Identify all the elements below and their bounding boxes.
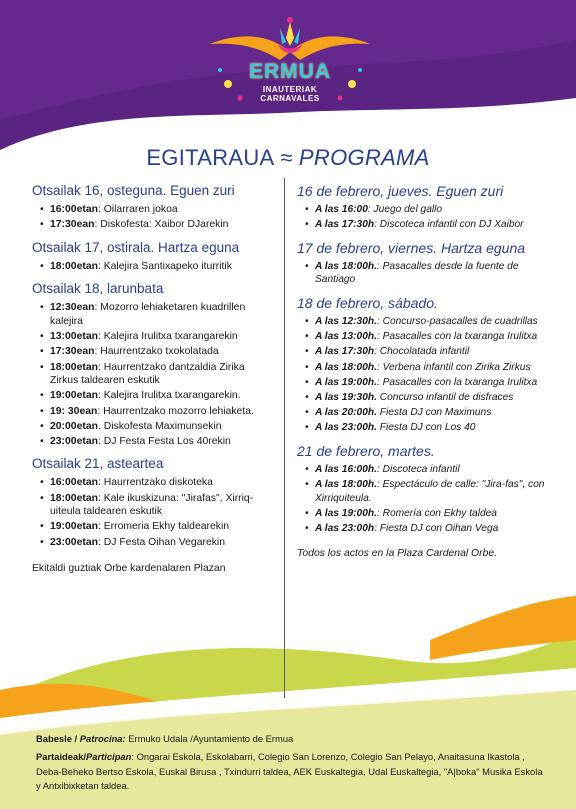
event-description: : Haurrentzako txokolatada	[94, 346, 219, 358]
event-description: : Discoteca infantil	[376, 463, 460, 475]
event-item	[40, 435, 272, 449]
event-item	[40, 420, 272, 434]
event-time: A las 19:00h.	[315, 507, 377, 519]
event-time: A las 19:30h.	[315, 391, 377, 403]
event-description: : Oilarraren jokoa	[97, 204, 178, 215]
event-item	[305, 391, 547, 405]
event-time: 12:30ean	[50, 302, 95, 314]
event-description: : Juego del gallo	[367, 204, 443, 215]
event-description: : Kalejira Santixapeko iturritik	[97, 260, 232, 272]
event-description: : Concurso-pasacalles de cuadrillas	[376, 315, 538, 327]
event-item	[305, 507, 547, 521]
event-description: : Haurrentzako dantzaldia Zirika Zirkus taldearen eskutik	[50, 361, 245, 387]
event-item	[305, 218, 547, 232]
event-description: : Pasacalles desde la fuente de Santiago	[315, 260, 519, 286]
column-divider	[284, 178, 285, 698]
event-time: 23:00etan	[50, 536, 98, 548]
event-time: 18:00etan	[50, 260, 98, 272]
event-item	[40, 361, 272, 388]
event-time: A las 17:30h	[315, 219, 375, 231]
event-time: 19:00etan	[50, 390, 98, 402]
event-description: : Pasacalles con la txaranga Irulitxa	[376, 331, 538, 343]
event-item	[40, 405, 272, 419]
event-description: : DJ Festa Oihan Vegarekin	[97, 536, 226, 548]
confetti-icon	[200, 14, 380, 114]
event-item	[305, 376, 547, 390]
event-time: A las 16:00h.	[315, 463, 377, 475]
venue-note: Todos los actos en la Plaza Cardenal Orbe.	[297, 547, 498, 559]
event-description: : Haurrentzako mozorro lehiaketa.	[97, 405, 254, 417]
event-description: : Romería con Ekhy taldea	[376, 507, 497, 519]
event-time: A las 18:00h.	[315, 361, 377, 373]
event-item	[305, 421, 547, 435]
event-description: : Espectáculo de calle: "Jira-fas", con Xirriquiteula.	[315, 479, 545, 504]
event-item	[40, 476, 272, 490]
event-item	[40, 345, 272, 359]
event-description: : Kalejira Irulitxa txarangarekin	[97, 331, 238, 343]
event-item	[305, 361, 547, 375]
day-heading: 21 de febrero, martes.	[297, 442, 435, 459]
event-description: : Discoteca infantil con DJ Xaibor	[374, 219, 524, 231]
event-list	[297, 315, 547, 435]
event-item	[40, 492, 272, 519]
footer-participants	[36, 750, 546, 794]
program-column-eu	[32, 183, 272, 574]
day-heading: Otsailak 16, osteguna. Eguen zuri	[32, 183, 235, 198]
event-item	[305, 345, 547, 359]
event-time: 13:00etan	[50, 331, 98, 343]
event-description: : Mozorro lehiaketaren kuadrillen kalejira	[50, 302, 246, 327]
event-item	[40, 330, 272, 344]
day-heading: Otsailak 21, asteartea	[32, 456, 164, 472]
event-time: 16:00etan	[50, 477, 98, 489]
day-heading: Otsailak 18, larunbata	[32, 281, 164, 297]
event-time: A las 16:00	[315, 204, 368, 215]
event-time: A las 23:00h.	[315, 422, 377, 434]
event-item	[40, 218, 272, 232]
title-eu: EGITARAUA	[146, 145, 275, 170]
event-time: 17:30ean	[50, 346, 95, 358]
event-description: : Diskofesta: Xaibor DJarekin	[94, 219, 229, 231]
footer-sponsor	[36, 732, 546, 747]
carnival-logo	[200, 14, 380, 114]
event-item	[40, 536, 272, 550]
program-column-es	[297, 183, 547, 559]
event-item	[40, 301, 272, 328]
event-item	[40, 203, 272, 217]
event-list	[297, 463, 547, 536]
event-time: A las 18:00h.	[315, 479, 377, 491]
event-description: : Pasacalles con la txaranga Irulitxa	[376, 376, 538, 388]
event-description: : DJ Festa Festa Los 40rekin	[97, 435, 231, 447]
event-item	[305, 406, 547, 420]
day-heading: Otsailak 17, ostirala. Hartza eguna	[32, 239, 240, 255]
event-time: A las 13:00h.	[315, 331, 377, 343]
event-time: A las 18:00h.	[315, 260, 377, 272]
participants-text: : Ongarai Eskola, Eskolabarri, Colegio San Lorenzo, Colegio San Pelayo, Anaitasuna Ikastola , Deba-Beheko Bertso Eskola, Euskal Birusa , Txindurri taldea, AEK Euskaltegia, Udal Euskaltegia, "A|boka" Musika Eskola y Antxibixketan taldea.	[36, 751, 543, 791]
event-description: Concurso infantil de disfraces	[376, 391, 514, 403]
event-time: 20:00etan	[50, 420, 98, 432]
event-list	[32, 301, 272, 448]
event-list	[32, 476, 272, 549]
logo-subtitle-eu: INAUTERIAK	[262, 85, 318, 94]
sponsor-text: Ermuko Udala /Ayuntamiento de Ermua	[125, 733, 294, 744]
event-description: Fiesta DJ con Los 40	[376, 422, 476, 434]
event-item	[305, 522, 547, 536]
event-time: 18:00etan	[50, 492, 98, 504]
event-time: 17:30ean	[50, 219, 95, 231]
event-time: 23:00etan	[50, 435, 98, 447]
participants-label: Partaideak/Participan	[36, 751, 132, 762]
event-item	[40, 520, 272, 534]
event-list	[32, 203, 272, 232]
event-time: 19: 30ean	[50, 405, 98, 417]
event-description: : Kalejira Irulitxa txarangarekin.	[97, 390, 241, 402]
event-list	[32, 260, 272, 274]
event-description: : Chocolatada infantil	[374, 346, 470, 358]
event-time: 16:00etan	[50, 204, 98, 215]
event-item	[305, 315, 547, 329]
event-description: : Erromeria Ekhy taldearekin	[97, 521, 230, 533]
event-time: A las 12:30h.	[315, 315, 377, 327]
logo-title: ERMUA	[249, 60, 331, 83]
event-description: : Kale ikuskizuna: "Jirafas", Xirriq-uiteula taldearen eskutik	[50, 492, 254, 518]
title-separator: ≈	[280, 145, 293, 170]
event-description: Fiesta DJ con Maximuns	[376, 407, 492, 419]
event-time: A las 19:00h.	[315, 376, 377, 388]
event-time: A las 23:00h	[315, 523, 375, 535]
event-time: A las 20:00h.	[315, 407, 377, 419]
event-item	[40, 260, 272, 274]
venue-note: Ekitaldi guztiak Orbe kardenalaren Plazan	[32, 563, 226, 575]
event-description: . Diskofesta Maximunsekin	[97, 420, 222, 432]
page-title	[0, 145, 576, 171]
event-list	[297, 260, 547, 287]
event-time: A las 17:30h	[315, 346, 375, 358]
day-heading: 16 de febrero, jueves. Eguen zuri	[297, 183, 504, 199]
event-list	[297, 203, 547, 232]
title-es: PROGRAMA	[298, 145, 430, 170]
day-heading: 17 de febrero, viernes. Hartza eguna	[297, 239, 526, 256]
event-item	[305, 478, 547, 505]
event-item	[305, 260, 547, 287]
event-time: 18:00etan	[50, 361, 98, 373]
event-item	[305, 330, 547, 344]
logo-subtitle-es: CARNAVALES	[260, 94, 320, 103]
event-description: : Verbena infantil con Zirika Zirkus	[376, 361, 531, 373]
event-item	[305, 463, 547, 477]
event-time: 19:00etan	[50, 521, 98, 533]
event-description: : Haurrentzako diskoteka	[97, 477, 213, 489]
event-item	[40, 389, 272, 403]
day-heading: 18 de febrero, sábado.	[297, 294, 438, 311]
event-item	[305, 203, 547, 217]
event-description: : Fiesta DJ con Oihan Vega	[374, 523, 499, 535]
sponsor-label: Babesle / Patrocina:	[36, 733, 126, 744]
